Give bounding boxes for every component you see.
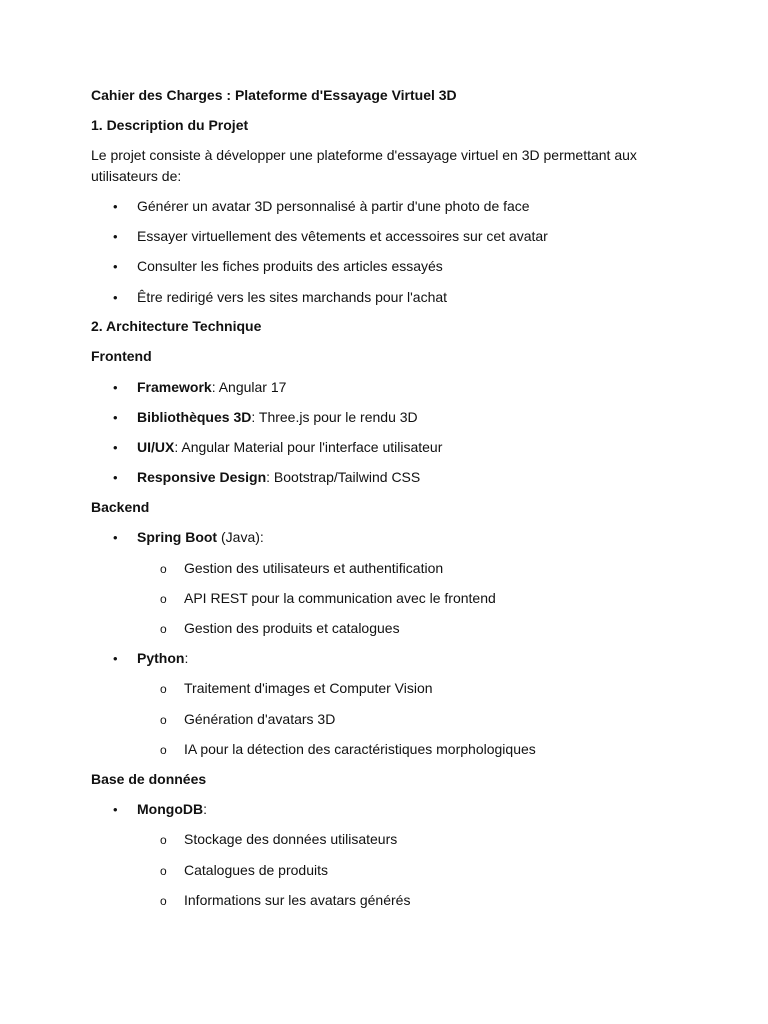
- bullet-marker: •: [113, 802, 118, 817]
- list-item: [113, 255, 443, 277]
- bullet-marker: •: [113, 380, 118, 395]
- bullet-marker: •: [113, 651, 118, 666]
- sub-list-item: [160, 889, 410, 911]
- subsection-heading-frontend: Frontend: [91, 348, 152, 364]
- list-item-text: Consulter les fiches produits des articles essayés: [137, 258, 443, 274]
- bullet-marker: •: [113, 199, 118, 214]
- bullet-marker: •: [113, 470, 118, 485]
- list-item-label: Spring Boot: [137, 529, 218, 545]
- list-item: [113, 376, 286, 398]
- list-item-label: Framework: [137, 379, 212, 395]
- list-item-text: Être redirigé vers les sites marchands pour l'achat: [137, 289, 448, 305]
- sub-bullet-marker: o: [160, 622, 167, 636]
- list-item-label: Bibliothèques 3D: [137, 409, 252, 425]
- sub-list-item: [160, 677, 433, 699]
- document-title: Cahier des Charges : Plateforme d'Essayage Virtuel 3D: [91, 87, 457, 103]
- sub-list-item-text: IA pour la détection des caractéristiques morphologiques: [184, 741, 536, 757]
- list-item-text: : Angular Material pour l'interface utilisateur: [174, 439, 443, 455]
- list-item: [113, 466, 420, 488]
- list-item-label: Responsive Design: [137, 469, 267, 485]
- sub-list-item: [160, 557, 443, 579]
- list-item-text: : Bootstrap/Tailwind CSS: [266, 469, 421, 485]
- sub-list-item-text: Stockage des données utilisateurs: [184, 831, 398, 847]
- bullet-marker: •: [113, 290, 118, 305]
- sub-list-item-text: API REST pour la communication avec le frontend: [184, 590, 496, 606]
- sub-bullet-marker: o: [160, 562, 167, 576]
- section-heading-architecture: 2. Architecture Technique: [91, 318, 262, 334]
- sub-list-item: [160, 617, 400, 639]
- sub-list-item: [160, 708, 335, 730]
- list-item: [113, 647, 188, 669]
- list-item: [113, 225, 548, 247]
- list-item-label: Python: [137, 650, 185, 666]
- list-item-text: :: [203, 801, 207, 817]
- list-item: [113, 406, 418, 428]
- bullet-marker: •: [113, 440, 118, 455]
- sub-bullet-marker: o: [160, 864, 167, 878]
- sub-bullet-marker: o: [160, 592, 167, 606]
- bullet-marker: •: [113, 410, 118, 425]
- sub-bullet-marker: o: [160, 743, 167, 757]
- list-item-text: : Three.js pour le rendu 3D: [251, 409, 418, 425]
- list-item: [113, 526, 264, 548]
- intro-paragraph-line-2: utilisateurs de:: [91, 168, 182, 184]
- sub-list-item-text: Gestion des produits et catalogues: [184, 620, 400, 636]
- sub-list-item-text: Catalogues de produits: [184, 862, 328, 878]
- list-item-label: UI/UX: [137, 439, 175, 455]
- list-item-text: (Java):: [217, 529, 264, 545]
- sub-bullet-marker: o: [160, 682, 167, 696]
- sub-list-item: [160, 587, 496, 609]
- list-item-text: :: [184, 650, 189, 666]
- bullet-marker: •: [113, 530, 118, 545]
- sub-list-item-text: Traitement d'images et Computer Vision: [184, 680, 433, 696]
- list-item: [113, 798, 207, 820]
- bullet-marker: •: [113, 259, 118, 274]
- sub-list-item: [160, 828, 397, 850]
- list-item: [113, 436, 442, 458]
- sub-bullet-marker: o: [160, 713, 167, 727]
- bullet-marker: •: [113, 229, 118, 244]
- list-item-text: Générer un avatar 3D personnalisé à partir d'une photo de face: [137, 198, 530, 214]
- list-item: [113, 195, 530, 217]
- sub-list-item-text: Gestion des utilisateurs et authentification: [184, 560, 444, 576]
- sub-bullet-marker: o: [160, 833, 167, 847]
- sub-list-item-text: Génération d'avatars 3D: [184, 711, 336, 727]
- list-item-label: MongoDB: [137, 801, 204, 817]
- sub-bullet-marker: o: [160, 894, 167, 908]
- subsection-heading-database: Base de données: [91, 771, 207, 787]
- sub-list-item: [160, 859, 328, 881]
- subsection-heading-backend: Backend: [91, 499, 150, 515]
- intro-paragraph-line-1: Le projet consiste à développer une plateforme d'essayage virtuel en 3D permettant aux: [91, 147, 637, 163]
- sub-list-item: [160, 738, 536, 760]
- list-item: [113, 286, 447, 308]
- section-heading-description: 1. Description du Projet: [91, 117, 249, 133]
- list-item-text: Essayer virtuellement des vêtements et accessoires sur cet avatar: [137, 228, 548, 244]
- list-item-text: : Angular 17: [211, 379, 287, 395]
- sub-list-item-text: Informations sur les avatars générés: [184, 892, 411, 908]
